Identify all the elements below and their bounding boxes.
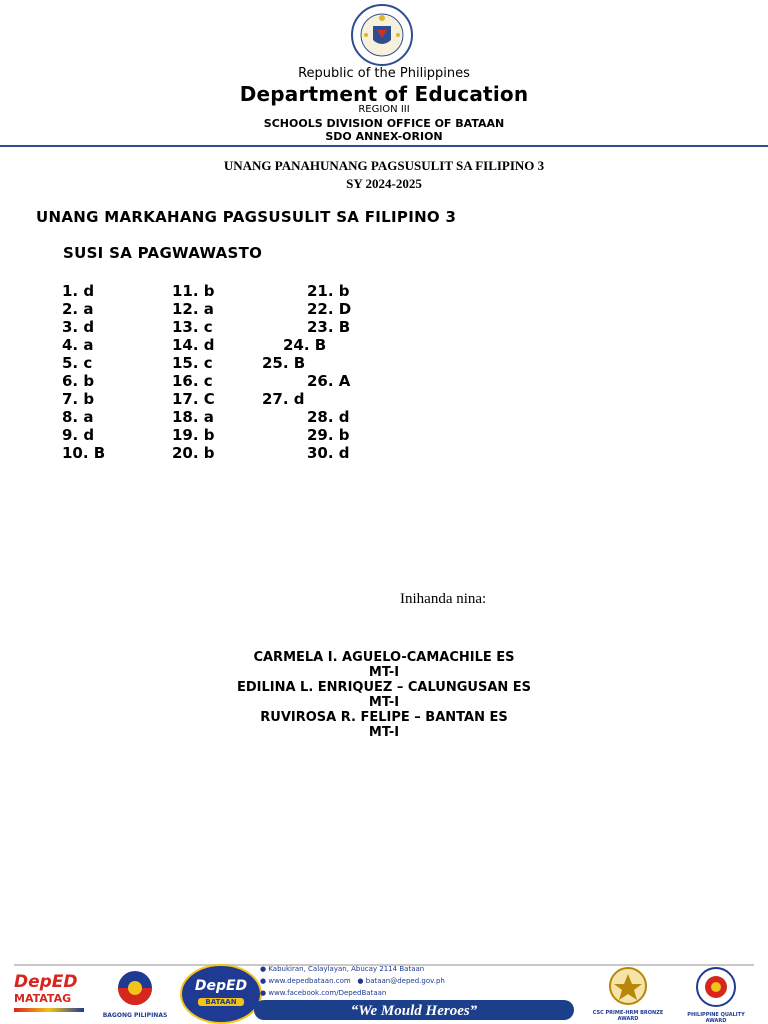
author-name: EDILINA L. ENRIQUEZ – CALUNGUSAN ES xyxy=(236,680,532,695)
answer-item: 4. a xyxy=(62,336,94,354)
answer-column-1 xyxy=(62,282,105,462)
contact-block xyxy=(260,963,560,999)
answer-item: 5. c xyxy=(62,354,93,372)
logo-stripe xyxy=(14,1008,84,1012)
answer-item: 20. b xyxy=(172,444,215,462)
bagong-pilipinas-icon xyxy=(100,968,170,1008)
motto-text: “We Mould Heroes” xyxy=(350,1003,478,1019)
author-name: RUVIROSA R. FELIPE – BANTAN ES xyxy=(260,710,508,725)
pqa-icon xyxy=(693,966,739,1008)
answer-item: 16. c xyxy=(172,372,213,390)
answer-key-title: SUSI SA PAGWAWASTO xyxy=(63,244,263,262)
deped-logo-text: DepED xyxy=(14,972,78,992)
matatag-text: MATATAG xyxy=(14,992,72,1005)
republic-text: Republic of the Philippines xyxy=(298,66,470,81)
location-icon: ● xyxy=(260,965,267,973)
author-position: MT-I xyxy=(368,695,400,710)
answer-item: 24. B xyxy=(283,336,327,354)
author-name: CARMELA I. AGUELO-CAMACHILE ES xyxy=(253,650,515,665)
exam-title: UNANG PANAHUNANG PAGSUSULIT SA FILIPINO 3 xyxy=(223,158,545,173)
answer-item: 29. b xyxy=(307,426,350,444)
annex-text: SDO ANNEX-ORION xyxy=(325,130,443,143)
facebook-line xyxy=(260,987,560,999)
division-text: SCHOOLS DIVISION OFFICE OF BATAAN xyxy=(263,117,505,130)
answer-column-2 xyxy=(172,282,215,462)
website-link[interactable]: www.depedbataan.com xyxy=(268,977,351,985)
answer-item: 28. d xyxy=(307,408,350,426)
answer-item: 19. b xyxy=(172,426,215,444)
award-icon xyxy=(606,966,650,1006)
answer-item: 8. a xyxy=(62,408,94,426)
answer-item: 7. b xyxy=(62,390,95,408)
answer-item: 10. B xyxy=(62,444,106,462)
author-position: MT-I xyxy=(368,665,400,680)
deped-bataan-badge xyxy=(180,964,262,1024)
email-link[interactable]: bataan@deped.gov.ph xyxy=(365,977,445,985)
answer-item: 6. b xyxy=(62,372,95,390)
answer-item: 12. a xyxy=(172,300,214,318)
answer-item: 11. b xyxy=(172,282,215,300)
answer-item: 14. d xyxy=(172,336,215,354)
bagong-text: BAGONG PILIPINAS xyxy=(102,1012,168,1019)
answer-item: 27. d xyxy=(262,390,305,408)
page-heading: UNANG MARKAHANG PAGSUSULIT SA FILIPINO 3 xyxy=(36,208,457,226)
school-year: SY 2024-2025 xyxy=(346,176,422,191)
answer-item: 25. B xyxy=(262,354,306,372)
answer-item: 23. B xyxy=(307,318,351,336)
answer-item: 13. c xyxy=(172,318,213,336)
pqa-logo xyxy=(680,966,752,1024)
prepared-by-label: Inihanda nina: xyxy=(400,591,487,607)
answer-item: 22. D xyxy=(307,300,352,318)
csc-award-logo xyxy=(592,966,664,1020)
header-rule xyxy=(0,145,768,147)
motto-banner xyxy=(254,1000,574,1020)
badge-title: DepED xyxy=(194,978,248,994)
answer-item: 18. a xyxy=(172,408,214,426)
answer-item: 15. c xyxy=(172,354,213,372)
facebook-link[interactable]: www.facebook.com/DepedBataan xyxy=(268,989,387,997)
address-line: ● Kabukiran, Calaylayan, Abucay 2114 Bataan xyxy=(260,965,425,973)
answer-item: 26. A xyxy=(307,372,351,390)
facebook-icon: ● xyxy=(260,989,267,997)
answer-item: 3. d xyxy=(62,318,95,336)
author-position: MT-I xyxy=(368,725,400,740)
deped-matatag-logo xyxy=(14,972,92,1020)
web-line xyxy=(260,975,560,987)
department-title: Department of Education xyxy=(239,82,529,106)
award2-text: PHILIPPINE QUALITY AWARD xyxy=(687,1012,745,1024)
answer-item: 9. d xyxy=(62,426,95,444)
badge-sub: BATAAN xyxy=(198,998,244,1006)
globe-icon: ● xyxy=(260,977,267,985)
answer-item: 2. a xyxy=(62,300,94,318)
answer-item: 17. C xyxy=(172,390,215,408)
mail-icon: ● xyxy=(357,977,364,985)
deped-seal xyxy=(344,4,420,66)
bagong-pilipinas-logo xyxy=(100,968,170,1020)
answer-item: 21. b xyxy=(307,282,350,300)
answer-item: 30. d xyxy=(307,444,350,462)
region-text: REGION III xyxy=(358,104,410,115)
answer-item: 1. d xyxy=(62,282,95,300)
award1-text: CSC PRIME-HRM BRONZE AWARD xyxy=(592,1010,664,1022)
